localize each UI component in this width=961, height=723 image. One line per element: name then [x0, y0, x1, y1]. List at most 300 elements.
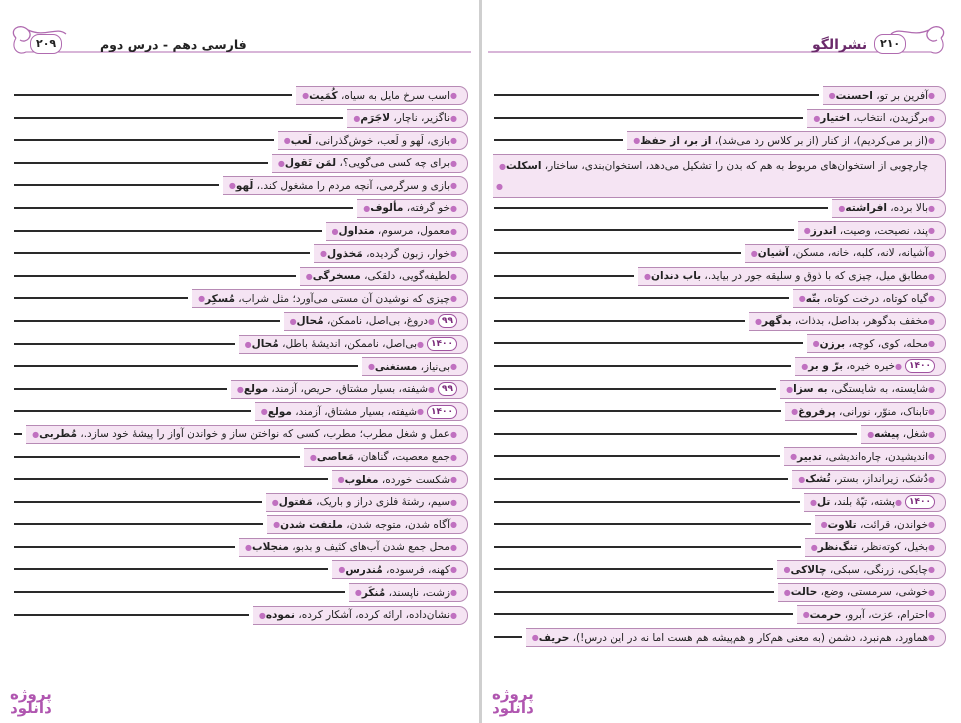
- separator: ،: [390, 112, 397, 125]
- entry-label: [785, 402, 946, 421]
- entry-term: مُطربی: [39, 428, 77, 441]
- entry-definition: برای چه کسی می‌گویی؟: [342, 157, 451, 170]
- glossary-entry: [14, 84, 468, 107]
- exam-year-badge: ۱۴۰۰: [905, 495, 935, 509]
- entry-definition: نشان‌داده، ارائه کرده، آشکار کرده: [301, 609, 451, 622]
- bullet-icon: ●: [928, 203, 935, 213]
- bullet-icon: ●: [928, 633, 935, 643]
- bullet-icon: ●: [928, 565, 935, 575]
- entry-term: حریف: [538, 631, 570, 644]
- glossary-entry: [494, 581, 946, 604]
- glossary-entry: [14, 536, 468, 559]
- separator: ،: [382, 563, 390, 576]
- separator: ،: [288, 541, 296, 554]
- entry-term: مُسکِر: [205, 292, 235, 305]
- entry-definition: خیره خیره: [849, 360, 896, 373]
- bullet-icon: ●: [450, 181, 457, 191]
- entry-definition: هماورد، هم‌نبرد، دشمن (به معنی هم‌کار و هم‌پیشه هم هست اما نه در این درس!): [576, 631, 929, 644]
- entry-definition: چارچوبی از استخوان‌های مربوط به هم که بدن را تشکیل می‌دهد، استخوان‌بندی، ساختار: [548, 159, 929, 172]
- bullet-icon: ●: [367, 362, 375, 372]
- entry-definition: آگاه شدن، متوجه شدن: [349, 518, 451, 531]
- glossary-entry: [494, 310, 946, 333]
- glossary-entry: [14, 197, 468, 220]
- entry-rule: [494, 478, 788, 480]
- bullet-icon: ●: [450, 226, 457, 236]
- entry-definition: خواندن، قرائت: [863, 518, 929, 531]
- entry-rule: [14, 546, 235, 548]
- bullet-icon: ●: [783, 587, 791, 597]
- separator: ،: [835, 405, 843, 418]
- entry-label: [26, 425, 468, 444]
- bullet-icon: ●: [867, 429, 875, 439]
- entry-definition: شایسته، به شایستگی: [834, 383, 929, 396]
- bullet-icon: ●: [750, 248, 758, 258]
- entry-rule: [494, 117, 803, 119]
- entry-rule: [14, 591, 345, 593]
- entry-label: [347, 109, 468, 128]
- entry-rule: [14, 478, 328, 480]
- entry-label: [793, 289, 946, 308]
- bullet-icon: ●: [499, 161, 506, 171]
- entry-label: [780, 380, 946, 399]
- bullet-icon: ●: [928, 429, 935, 439]
- entry-label: [832, 199, 946, 218]
- glossary-entry: [14, 378, 468, 401]
- entry-label: [797, 605, 946, 624]
- bullet-icon: ●: [363, 203, 371, 213]
- glossary-entry: [494, 84, 946, 107]
- separator: ،: [711, 134, 719, 147]
- entry-term: لَهو: [235, 179, 254, 192]
- bullet-icon: ●: [450, 136, 457, 146]
- bullet-icon: ●: [644, 271, 652, 281]
- bullet-icon: ●: [450, 91, 457, 100]
- entry-label: [777, 560, 946, 579]
- glossary-entry: [14, 287, 468, 310]
- entry-definition: اندیشیدن، چاره‌اندیشی: [828, 450, 929, 463]
- entry-term: مَخذول: [327, 247, 363, 260]
- separator: ،: [541, 159, 549, 172]
- entry-term: لمَن تَقول: [284, 157, 337, 170]
- separator: ،: [417, 360, 424, 373]
- entry-rule: [494, 433, 857, 435]
- entry-term: مَعاصی: [316, 451, 354, 463]
- bullet-icon: ●: [810, 542, 818, 552]
- glossary-entry: [494, 265, 946, 288]
- entry-label: [231, 380, 468, 399]
- entry-definition: چابکی، زرنگی، سبکی: [833, 563, 929, 576]
- entry-rule: [494, 501, 800, 503]
- entry-definition: زشت، ناپسند: [392, 586, 451, 599]
- bullet-icon: ●: [289, 316, 297, 326]
- entry-definition: آشیانه، لانه، کلبه، خانه، مسکن: [795, 247, 929, 260]
- bullet-icon: ●: [450, 158, 457, 168]
- entry-term: برّ و بر: [808, 360, 844, 373]
- separator: ،: [336, 157, 343, 170]
- entry-rule: [14, 230, 322, 232]
- entry-label: [239, 335, 468, 354]
- entry-definition: جمع معصیت، گناهان: [360, 451, 451, 463]
- entry-label: [192, 289, 468, 308]
- entry-definition: تابناک، منوّر، نورانی: [842, 405, 929, 418]
- entry-term: چالاکی: [790, 563, 827, 576]
- entry-term: لاجَرَم: [360, 112, 391, 125]
- glossary-entry: [494, 558, 946, 581]
- entry-definition: خوشی، سرمستی، وضع: [824, 586, 929, 599]
- glossary-entry: [494, 626, 946, 649]
- glossary-entry: [494, 491, 946, 514]
- bullet-icon: ●: [928, 316, 935, 326]
- entry-definition: برگزیدن، انتخاب: [856, 112, 929, 125]
- entry-definition: بالا برده: [893, 202, 929, 215]
- entry-definition: بی‌اصل، ناممکن، اندیشهٔ باطل: [285, 338, 418, 351]
- entry-term: ملتفت شدن: [280, 518, 343, 531]
- entry-term: تنگ‌نظر: [817, 541, 858, 554]
- glossary-entry: [494, 287, 946, 310]
- glossary-entry: [14, 220, 468, 243]
- separator: ،: [569, 631, 577, 644]
- entry-label: [304, 448, 468, 467]
- bullet-icon: ●: [450, 610, 457, 620]
- entry-rule: [494, 455, 780, 457]
- entry-definition: ناگزیر، ناچار: [396, 112, 451, 125]
- left-page: [0, 0, 479, 723]
- bullet-icon: ●: [228, 181, 236, 191]
- bullet-icon: ●: [450, 294, 457, 304]
- entry-definition: عمل و شغل مطرب؛ مطرب، کسی که نواختن ساز و خواندن آواز را پیشهٔ خود سازد.: [83, 428, 451, 441]
- bullet-icon: ●: [32, 429, 40, 439]
- separator: ،: [291, 405, 299, 418]
- entry-definition: بازی، لَهو و لَعب، خوش‌گذرانی: [318, 134, 451, 147]
- separator: ،: [360, 270, 368, 283]
- entry-term: مَفتول: [278, 496, 313, 509]
- separator: ،: [843, 360, 850, 373]
- entry-label: [357, 199, 468, 218]
- separator: ،: [378, 473, 386, 486]
- exam-year-badge: ۱۴۰۰: [427, 337, 457, 351]
- entry-rule: [494, 275, 634, 277]
- entry-term: مُحال: [251, 338, 279, 351]
- entry-rule: [494, 388, 776, 390]
- entry-term: به سزا: [793, 383, 828, 396]
- entry-definition: کهنه، فرسوده: [389, 563, 451, 576]
- glossary-entry: [494, 107, 946, 130]
- separator: ،: [788, 247, 796, 260]
- entry-definition: گیاه کوتاه، درخت کوتاه: [827, 292, 929, 305]
- entry-rule: [14, 343, 235, 345]
- entry-definition: سیم، رشتهٔ فلزی دراز و باریک: [319, 496, 451, 509]
- entry-term: مستغنی: [374, 360, 418, 373]
- bullet-icon: ●: [801, 361, 809, 371]
- entry-term: اختیار: [820, 112, 851, 125]
- entry-definition: (از بر می‌کردیم)، از کنار (از بر کلاس رد می‌شد): [718, 134, 929, 147]
- bullet-icon: ●: [244, 339, 252, 349]
- entry-label: [807, 109, 946, 128]
- entry-term: افراشته: [845, 202, 887, 215]
- entry-rule: [14, 501, 262, 503]
- separator: ،: [278, 338, 286, 351]
- entry-label: [815, 515, 946, 534]
- bullet-icon: ●: [305, 271, 313, 281]
- entry-label: [267, 515, 468, 534]
- entry-term: نموده: [265, 609, 295, 622]
- entry-label: [266, 493, 468, 512]
- entry-term: مألوف: [370, 202, 404, 215]
- bullet-icon: ●: [450, 429, 457, 439]
- entry-definition: اسب سرخ مایل به سیاه: [344, 89, 451, 102]
- entry-definition: بازی و سرگرمی، آنچه مردم را مشغول کند.: [260, 179, 451, 192]
- separator: ،: [841, 608, 849, 621]
- entry-definition: شیفته، بسیار مشتاق، حریص، آزمند: [274, 383, 429, 396]
- entry-rule: [494, 207, 828, 209]
- entry-rule: [14, 388, 227, 390]
- glossary-entry: [14, 152, 468, 175]
- bullet-icon: ●: [450, 113, 457, 123]
- glossary-entry: [494, 536, 946, 559]
- separator: ،: [342, 518, 350, 531]
- entry-term: مغلوب: [344, 473, 379, 486]
- entry-label: [253, 606, 468, 625]
- entry-rule: [14, 139, 274, 141]
- entry-term: از بر، از حفظ: [640, 134, 712, 147]
- entry-term: حرمت: [809, 608, 842, 621]
- entry-rule: [494, 410, 781, 412]
- entry-rule: [494, 297, 789, 299]
- entry-rule: [14, 297, 188, 299]
- entry-definition: بی‌نیاز: [423, 360, 451, 373]
- entry-term: مُنکَر: [361, 586, 386, 599]
- bullet-icon: ●: [302, 91, 310, 100]
- separator: ،: [821, 450, 829, 463]
- separator: ،: [253, 179, 261, 192]
- bullet-icon: ●: [783, 565, 791, 575]
- bullet-icon: ●: [450, 475, 457, 485]
- entry-rule: [494, 229, 794, 231]
- entry-term: مُحال: [296, 315, 324, 328]
- glossary-entry: [494, 242, 946, 265]
- separator: ،: [830, 473, 838, 486]
- entry-term: مولع: [267, 405, 292, 418]
- entry-label: [749, 312, 946, 331]
- glossary-list: [14, 84, 468, 626]
- glossary-entry: [14, 400, 468, 423]
- entry-term: تدبیر: [797, 450, 822, 463]
- bullet-icon: ●: [337, 475, 345, 485]
- bullet-icon: ●: [338, 565, 346, 575]
- entry-definition: مخفف بدگوهر، بداصل، بدذات: [798, 315, 929, 328]
- bullet-icon: ●: [450, 249, 457, 259]
- exam-year-badge: ۱۴۰۰: [427, 405, 457, 419]
- separator: ،: [817, 586, 825, 599]
- entry-label: [526, 628, 946, 647]
- entry-rule: [14, 94, 292, 96]
- glossary-entry: [494, 332, 946, 355]
- bullet-icon: ●: [810, 497, 818, 507]
- entry-label: [332, 560, 468, 579]
- entry-definition: پند، نصیحت، وصیت: [843, 224, 929, 237]
- bullet-icon: ●: [791, 407, 799, 417]
- entry-definition: پشته، تپّهٔ بلند: [837, 496, 896, 508]
- entry-rule: [14, 523, 263, 525]
- glossary-entry: [14, 265, 468, 288]
- bullet-icon: ●: [428, 384, 435, 394]
- bullet-icon: ●: [531, 633, 539, 643]
- entry-term: باب دندان: [651, 270, 702, 283]
- entry-term: پرفروغ: [798, 405, 836, 418]
- glossary-entry: [14, 491, 468, 514]
- bullet-icon: ●: [928, 113, 935, 123]
- bullet-icon: ●: [450, 565, 457, 575]
- glossary-entry: [14, 107, 468, 130]
- glossary-entry: [14, 310, 468, 333]
- entry-rule: [494, 342, 803, 344]
- bullet-icon: ●: [450, 497, 457, 507]
- bullet-icon: ●: [928, 474, 935, 484]
- glossary-entry: [14, 604, 468, 627]
- entry-label: [300, 267, 468, 286]
- separator: ،: [312, 496, 320, 509]
- bullet-icon: ●: [928, 248, 935, 258]
- bullet-icon: ●: [895, 497, 903, 507]
- bullet-icon: ●: [450, 452, 457, 462]
- bullet-icon: ●: [798, 294, 806, 304]
- separator: ،: [836, 224, 844, 237]
- entry-term: برزن: [819, 337, 846, 350]
- separator: ،: [857, 541, 865, 554]
- entry-label: [795, 357, 946, 376]
- entry-definition: چیزی که نوشیدن آن مستی می‌آورد؛ مثل شراب: [241, 292, 451, 305]
- bullet-icon: ●: [928, 294, 935, 304]
- bullet-icon: ●: [354, 588, 362, 598]
- entry-definition: خوار، زبون گردیده: [369, 247, 451, 260]
- entry-label: [278, 131, 468, 150]
- separator: ،: [850, 112, 857, 125]
- entry-label: [627, 131, 946, 150]
- bullet-icon: ●: [812, 339, 820, 349]
- entry-term: آشیان: [757, 247, 789, 260]
- bullet-icon: ●: [198, 294, 206, 304]
- bullet-icon: ●: [786, 384, 794, 394]
- separator: ،: [403, 202, 411, 215]
- separator: ،: [886, 202, 894, 215]
- entry-rule: [14, 275, 296, 277]
- bullet-icon: ●: [838, 203, 846, 213]
- entry-rule: [494, 252, 741, 254]
- exam-year-badge: ۱۴۰۰: [905, 359, 935, 373]
- entry-definition: دروغ، بی‌اصل، ناممکن: [330, 315, 429, 328]
- bullet-icon: ●: [928, 520, 935, 530]
- entry-label: [823, 86, 946, 105]
- entry-rule: [14, 568, 328, 570]
- glossary-entry: [494, 219, 946, 242]
- entry-term: کُمَیت: [309, 89, 338, 102]
- bullet-icon: ●: [309, 452, 317, 462]
- entry-rule: [14, 433, 22, 435]
- glossary-entry: [14, 355, 468, 378]
- bullet-icon: ●: [828, 91, 836, 100]
- entry-rule: [14, 410, 251, 412]
- bullet-icon: ●: [895, 361, 903, 371]
- glossary-entry: [494, 603, 946, 626]
- bullet-icon: ●: [928, 339, 935, 349]
- exam-year-badge: ۹۹: [438, 314, 457, 328]
- bullet-icon: ●: [320, 249, 327, 259]
- entry-definition: شیفته، بسیار مشتاق، آزمند: [298, 405, 418, 418]
- glossary-entry: [494, 400, 946, 423]
- entry-label: [778, 583, 946, 602]
- glossary-entry: [494, 152, 946, 197]
- bullet-icon: ●: [273, 520, 281, 530]
- entry-rule: [14, 117, 343, 119]
- entry-definition: دُشک، زیرانداز، بستر: [837, 473, 929, 486]
- entry-definition: شغل: [906, 428, 929, 441]
- bullet-icon: ●: [928, 271, 935, 281]
- bullet-icon: ●: [928, 452, 935, 462]
- separator: ،: [337, 89, 345, 102]
- glossary-entry: [494, 129, 946, 152]
- right-page: [482, 0, 961, 723]
- entry-label: [805, 538, 946, 557]
- entry-term: متداول: [338, 225, 375, 238]
- bullet-icon: ●: [928, 384, 935, 394]
- bullet-icon: ●: [928, 91, 935, 100]
- separator: ،: [76, 428, 84, 441]
- entry-rule: [14, 320, 280, 322]
- entry-rule: [494, 591, 774, 593]
- entry-label: [745, 244, 946, 263]
- bullet-icon: ●: [271, 497, 279, 507]
- entry-definition: احترام، عزت، آبرو: [848, 608, 929, 621]
- bullet-icon: ●: [277, 158, 285, 168]
- glossary-entry: [14, 174, 468, 197]
- page-title: فارسی دهم - درس دوم: [100, 37, 247, 52]
- entry-label: [223, 176, 468, 195]
- separator: ،: [856, 518, 864, 531]
- entry-rule: [14, 162, 268, 164]
- separator: ،: [826, 563, 834, 576]
- separator: ،: [899, 428, 907, 441]
- entry-rule: [494, 636, 522, 638]
- entry-term: مسخرگی: [312, 270, 361, 283]
- bullet-icon: ●: [353, 113, 361, 123]
- entry-term: بدگهر: [762, 315, 792, 328]
- entry-label: [861, 425, 946, 444]
- bullet-icon: ●: [798, 474, 806, 484]
- bullet-icon: ●: [790, 452, 798, 462]
- bullet-icon: ●: [417, 407, 425, 417]
- entry-label: [284, 312, 468, 331]
- glossary-list: [494, 84, 946, 649]
- bullet-icon: ●: [928, 407, 935, 417]
- entry-rule: [14, 252, 310, 254]
- bullet-icon: ●: [260, 407, 268, 417]
- bullet-icon: ●: [813, 113, 821, 123]
- bullet-icon: ●: [245, 542, 253, 552]
- glossary-entry: [494, 423, 946, 446]
- separator: ،: [385, 586, 393, 599]
- glossary-entry: [14, 333, 468, 356]
- glossary-entry: [494, 355, 946, 378]
- bullet-icon: ●: [755, 316, 762, 326]
- entry-term: بتّه: [805, 292, 821, 305]
- bullet-icon: ●: [633, 136, 641, 146]
- entry-term: اندرز: [810, 224, 837, 237]
- entry-label: [798, 221, 946, 240]
- publisher-title: نشرالگو: [812, 37, 868, 53]
- entry-rule: [14, 365, 358, 367]
- entry-definition: لطیفه‌گویی، دلقکی: [367, 270, 451, 283]
- page-number: ۲۱۰: [874, 34, 906, 54]
